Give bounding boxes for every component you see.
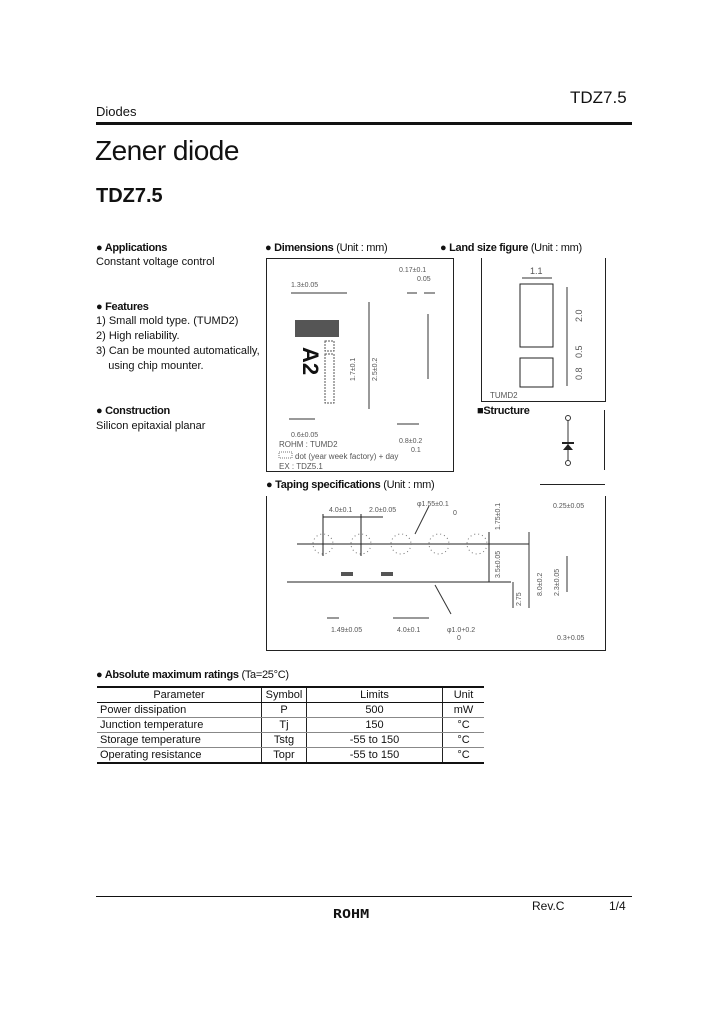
table-cell: Storage temperature [97,733,262,748]
table-cell: Power dissipation [97,703,262,718]
table-cell: 500 [307,703,443,718]
dim-label: 2.5±0.2 [372,357,379,381]
structure-border [604,410,605,470]
table-row [97,718,484,733]
taping-label: 2.0±0.05 [369,507,397,514]
taping-label: 0.25±0.05 [553,503,585,510]
table-cell: -55 to 150 [307,733,443,748]
dimensions-heading-text: Dimensions [274,242,334,254]
header-rule [96,122,632,125]
table-row [97,733,484,748]
land-label: 0.8 [574,367,584,380]
taping-label: 3.5±0.05 [495,550,502,578]
taping-label: 1.75±0.1 [495,502,502,530]
land-package: TUMD2 [490,391,518,400]
land-unit: (Unit : mm) [530,242,582,254]
applications-heading-text: Applications [104,242,168,254]
land-heading: ● Land size figure (Unit : mm) [440,242,582,254]
taping-label: 0 [453,510,457,517]
taping-drawing [267,496,605,650]
taping-figure [266,496,606,651]
land-label: 2.0 [574,309,584,322]
table-cell: °C [443,718,485,733]
dimensions-unit: (Unit : mm) [336,242,388,254]
dim-label: 1.3±0.05 [291,282,319,289]
ratings-heading: ● Absolute maximum ratings (Ta=25°C) [96,669,289,681]
marking-text: A2 [298,347,323,376]
applications-heading: ● Applications [96,242,168,254]
structure-heading: ■Structure [477,405,530,417]
dim-label: 0.8±0.2 [399,438,423,445]
taping-heading-text: Taping specifications [275,479,381,491]
feature-item: 1) Small mold type. (TUMD2) [96,315,239,327]
footer-rule [96,896,632,897]
applications-text: Constant voltage control [96,256,215,268]
features-heading-text: Features [105,301,149,313]
taping-heading: ● Taping specifications (Unit : mm) [266,479,435,491]
feature-item: 2) High reliability. [96,330,180,342]
construction-heading-text: Construction [105,405,170,417]
dim-legend: EX : TDZ5.1 [279,462,323,471]
taping-top-rule [540,484,605,485]
construction-text: Silicon epitaxial planar [96,420,206,432]
table-cell: Tj [262,718,307,733]
table-cell: Operating resistance [97,748,262,764]
column-header: Unit [443,687,485,703]
dim-label: 0.17±0.1 [399,267,427,274]
taping-label: 8.0±0.2 [537,572,544,596]
table-row [97,703,484,718]
dim-label: 1.7±0.1 [350,357,357,381]
ratings-table [97,686,484,764]
table-cell: °C [443,748,485,764]
dim-label: 0.05 [417,276,431,283]
land-label: 0.5 [574,345,584,358]
land-label: 1.1 [530,266,543,276]
table-cell: °C [443,733,485,748]
table-cell: P [262,703,307,718]
taping-label: 4.0±0.1 [329,507,353,514]
table-cell: Tstg [262,733,307,748]
rohm-logo: ROHM [333,906,370,922]
taping-label: 1.49±0.05 [331,627,363,634]
dimensions-figure [266,258,454,472]
table-cell: Topr [262,748,307,764]
land-heading-text: Land size figure [449,242,529,254]
dimensions-drawing [267,259,453,471]
dim-legend: dot (year week factory) + day [295,452,399,461]
table-cell: Junction temperature [97,718,262,733]
feature-item: using chip mounter. [96,360,204,372]
table-header-row [97,687,484,703]
construction-heading: ● Construction [96,405,170,417]
table-cell: -55 to 150 [307,748,443,764]
taping-label: 0.3+0.05 [557,635,585,642]
page-title: Zener diode [95,135,239,166]
taping-label: φ1.0+0.2 [447,627,476,634]
features-heading: ● Features [96,301,149,313]
dim-legend: ROHM : TUMD2 [279,440,338,449]
ratings-condition: (Ta=25°C) [241,669,289,681]
column-header: Parameter [97,687,262,703]
column-header: Limits [307,687,443,703]
feature-item: 3) Can be mounted automatically, [96,345,260,357]
ratings-heading-text: Absolute maximum ratings [104,669,239,681]
structure-heading-text: Structure [483,405,530,417]
category-label: Diodes [96,104,137,119]
taping-label: 0 [457,635,461,642]
table-cell: mW [443,703,485,718]
header-part: TDZ7.5 [570,88,627,107]
page-number: 1/4 [609,899,626,913]
table-row [97,748,484,764]
column-header: Symbol [262,687,307,703]
taping-label: 2.3±0.05 [554,568,561,596]
dim-label: 0.6±0.05 [291,432,319,439]
land-figure [481,258,606,402]
dim-label: 0.1 [411,447,421,454]
zener-diode-symbol-icon [556,412,580,470]
part-number: TDZ7.5 [96,185,163,207]
land-drawing [482,258,605,401]
revision: Rev.C [532,899,565,913]
taping-label: 2.75 [516,592,523,606]
table-cell: 150 [307,718,443,733]
dimensions-heading: ● Dimensions (Unit : mm) [265,242,388,254]
taping-label: 4.0±0.1 [397,627,421,634]
taping-unit: (Unit : mm) [383,479,435,491]
taping-label: φ1.55±0.1 [417,501,449,508]
